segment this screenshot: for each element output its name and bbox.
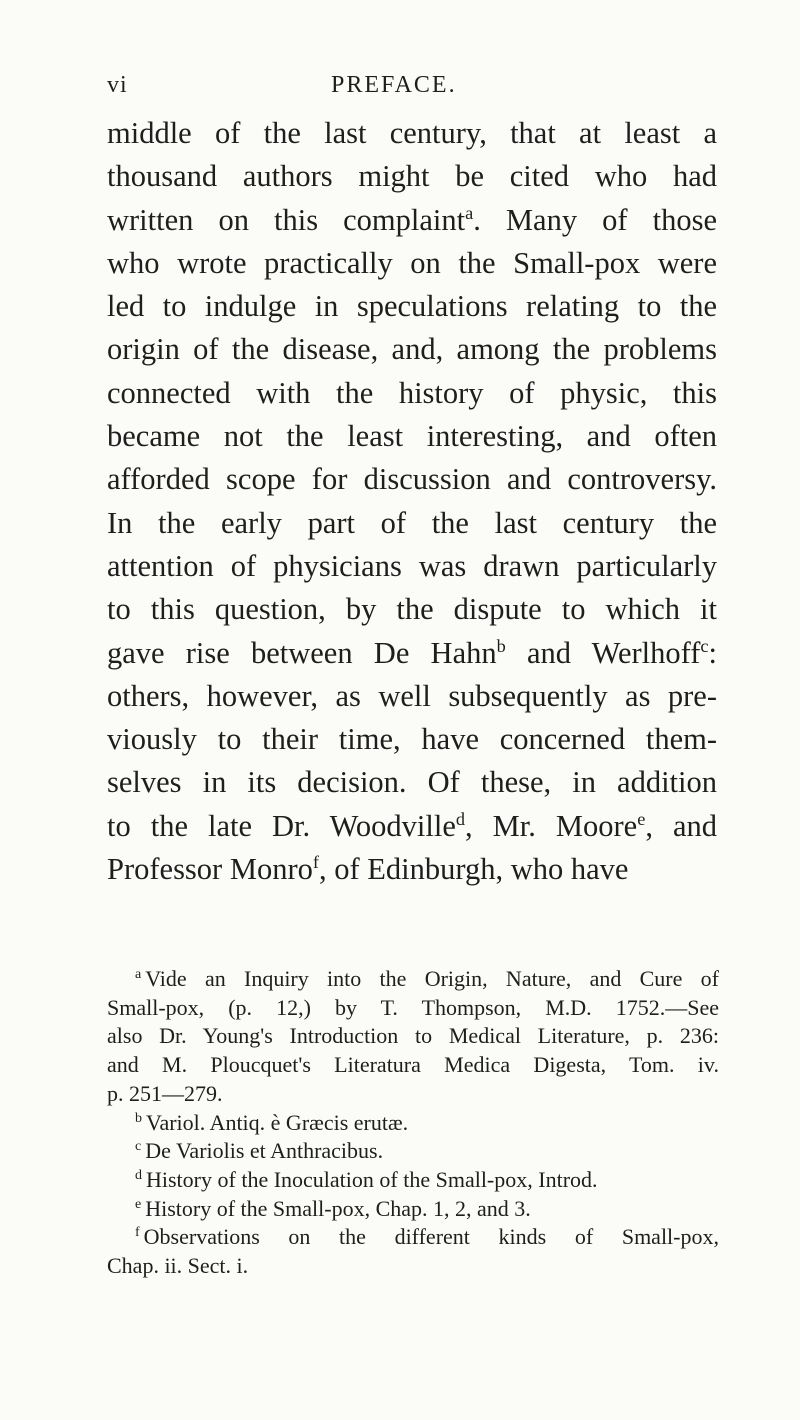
footnote-ref-f[interactable]: f [312,851,319,872]
footnote-ref-a[interactable]: a [465,202,474,223]
running-head: PREFACE. [331,72,457,98]
text-line: attention of physicians was drawn particularly [107,548,717,583]
footnote-mark: a [135,967,142,982]
footnote-a-line: and M. Ploucquet's Literatura Medica Digesta, Tom. iv. [107,1052,719,1078]
footnote-mark: b [135,1110,142,1126]
text-line: led to indulge in speculations relating to the [107,289,717,324]
text-line: became not the least interesting, and often [107,419,717,454]
text-line: selves in its decision. Of these, in addition [107,765,717,800]
text-line: afforded scope for discussion and controversy. [107,462,717,497]
page-number: vi [107,72,128,98]
body-text [107,112,717,891]
footnote-a-line: also Dr. Young's Introduction to Medical Literature, p. 236: [107,1023,719,1049]
footnote-e: $^e$ History of the Small-pox, Chap. 1, 2, and 3. [135,1195,531,1221]
text-line: thousand authors might be cited who had [107,159,717,194]
footnote-b: $^b$ Variol. Antiq. è Græcis erutæ. [135,1109,409,1135]
footnote-f-line: Chap. ii. Sect. i. [107,1253,249,1279]
footnote-f: $^f$ Observations on the different kinds of Small-pox, [135,1224,719,1250]
text-line: middle of the last century, that at least a [107,116,717,150]
text-line: written on this complaint$^a$. Many of those [107,202,717,237]
text-line: to this question, by the dispute to which it [107,592,717,627]
text-line: gave rise between De Hahn$^b$ and Werlhoff$^c$: [107,635,717,670]
footnote-ref-e[interactable]: e [637,808,646,829]
footnote-a-line: Small-pox, (p. 12,) by T. Thompson, M.D. 1752.—See [107,994,719,1020]
text-line: to the late Dr. Woodville$^d$, Mr. Moore$^e$, and [107,808,717,843]
footnote-ref-c[interactable]: c [700,635,709,656]
text-line: viously to their time, have concerned them- [107,722,717,757]
footnote-ref-d[interactable]: d [455,808,466,829]
footnote-mark: d [135,1167,142,1183]
text-line: connected with the history of physic, this [107,375,717,410]
text-line: who wrote practically on the Small-pox were [107,245,717,280]
page-header [107,72,705,106]
footnote-mark: f [135,1225,140,1241]
footnote-a: $^a$ Vide an Inquiry into the Origin, Nature, and Cure of [135,966,719,991]
footnote-mark: c [135,1139,142,1155]
footnote-ref-b[interactable]: b [496,635,506,656]
footnote-a-line: p. 251—279. [107,1080,223,1106]
text-line: others, however, as well subsequently as pre- [107,678,717,713]
text-line: In the early part of the last century the [107,505,717,540]
footnotes [107,965,719,1281]
footnote-c: $^c$ De Variolis et Anthracibus. [135,1138,384,1164]
text-line: Professor Monro$^f$, of Edinburgh, who have [107,851,629,887]
text-line: origin of the disease, and, among the problems [107,332,717,367]
footnote-mark: e [135,1196,142,1212]
footnote-d: $^d$ History of the Inoculation of the Small-pox, Introd. [135,1166,598,1192]
